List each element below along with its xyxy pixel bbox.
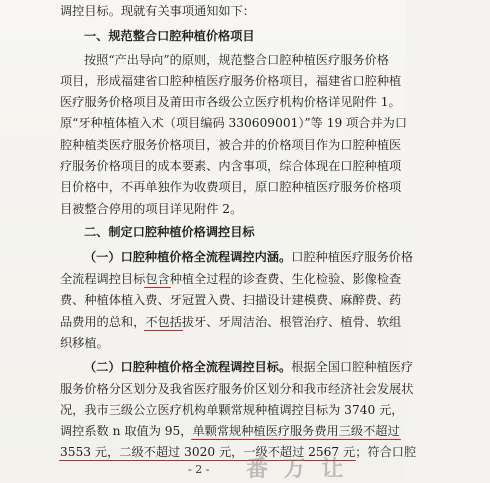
underlined-text: 3553 元，二级不超过 3020 元，一级不超过 2567 元 (60, 445, 356, 459)
text-line (0, 424, 466, 438)
text-line (0, 4, 466, 18)
text-line (0, 403, 466, 417)
text-line (0, 382, 466, 396)
text-line (0, 336, 466, 350)
text-line (0, 445, 466, 459)
text-segment: 品费用的总和， (60, 315, 146, 329)
text-segment: 目价格中，不再单独作为收费项目，原口腔种植医疗服务价格项 (60, 180, 402, 194)
text-segment: 根据全国口腔种植医疗 (291, 360, 414, 374)
underlined-text: 包含 (145, 272, 170, 286)
text-segment: 口腔种植价格全流程调控内涵。 (120, 250, 292, 264)
text-segment: ；符合口腔 (355, 445, 417, 459)
text-segment: 调控目标。现就有关事项通知如下： (60, 4, 255, 18)
text-segment: 二、制定口腔种植价格调控目标 (84, 225, 255, 239)
text-line (0, 159, 466, 173)
text-line (0, 315, 466, 329)
text-segment: （二）口腔种植价格全流程调控目标。 (84, 360, 292, 374)
text-segment: 腔种植类医疗服务价格项目，被合并的价格项目作为口腔种植医 (60, 138, 402, 152)
text-segment: 调控系数 n 取值为 95， (60, 424, 193, 438)
text-line (0, 53, 490, 67)
page-number: - 2 - (188, 463, 210, 476)
text-segment: 项目，形成福建省口腔种植医疗服务价格项目，福建省口腔种植 (60, 74, 402, 88)
text-line (0, 272, 466, 286)
text-segment: 目被整合停用的项目详见附件 2。 (60, 202, 243, 216)
text-line (0, 29, 490, 43)
text-line (0, 116, 466, 130)
text-line (0, 202, 466, 216)
text-segment: 服务价格分区划分及我省医疗服务价区划分和我市经济社会发展状 (60, 382, 414, 396)
text-segment: 按照“产出导向”的原则，规范整合口腔种植医疗服务价格 (84, 53, 389, 67)
text-segment: 种植全过程的诊查费、生化检验、影像检查 (169, 272, 402, 286)
text-line (0, 360, 490, 374)
text-segment: 医疗服务价格项目及莆田市各级公立医疗机构价格详见附件 1。 (60, 95, 401, 109)
text-segment: 况，我市三级公立医疗机构单颗常规种植调控目标为 3740 元， (60, 403, 404, 417)
text-segment: 织移植。 (60, 336, 109, 350)
text-segment: （一） (84, 250, 121, 264)
text-line (0, 180, 466, 194)
text-segment: 费、种植体植入费、牙冠置入费、扫描设计建模费、麻醉费、药 (60, 293, 402, 307)
text-segment: 全流程调控目标 (60, 272, 146, 286)
text-line (0, 250, 490, 264)
text-line (0, 293, 466, 307)
underlined-text: 不包括 (145, 315, 182, 329)
text-segment: 口腔种植医疗服务价格 (291, 250, 414, 264)
text-line (0, 74, 466, 88)
text-line (0, 138, 466, 152)
underlined-text: 单颗常规种植医疗服务费用三级不超过 (192, 424, 400, 438)
watermark: 番 万 让 (246, 457, 348, 482)
text-line (0, 225, 490, 239)
text-segment: 一、规范整合口腔种植价格项目 (84, 29, 255, 43)
text-segment: 疗服务价格项目的成本要素、内含事项，综合体现在口腔种植项 (60, 159, 402, 173)
text-segment: 原“牙种植体植入术（项目编码 330609001）”等 19 项合并为口 (60, 116, 408, 130)
text-segment: 拔牙、牙周洁治、根管治疗、植骨、软组 (181, 315, 402, 329)
text-line (0, 95, 466, 109)
